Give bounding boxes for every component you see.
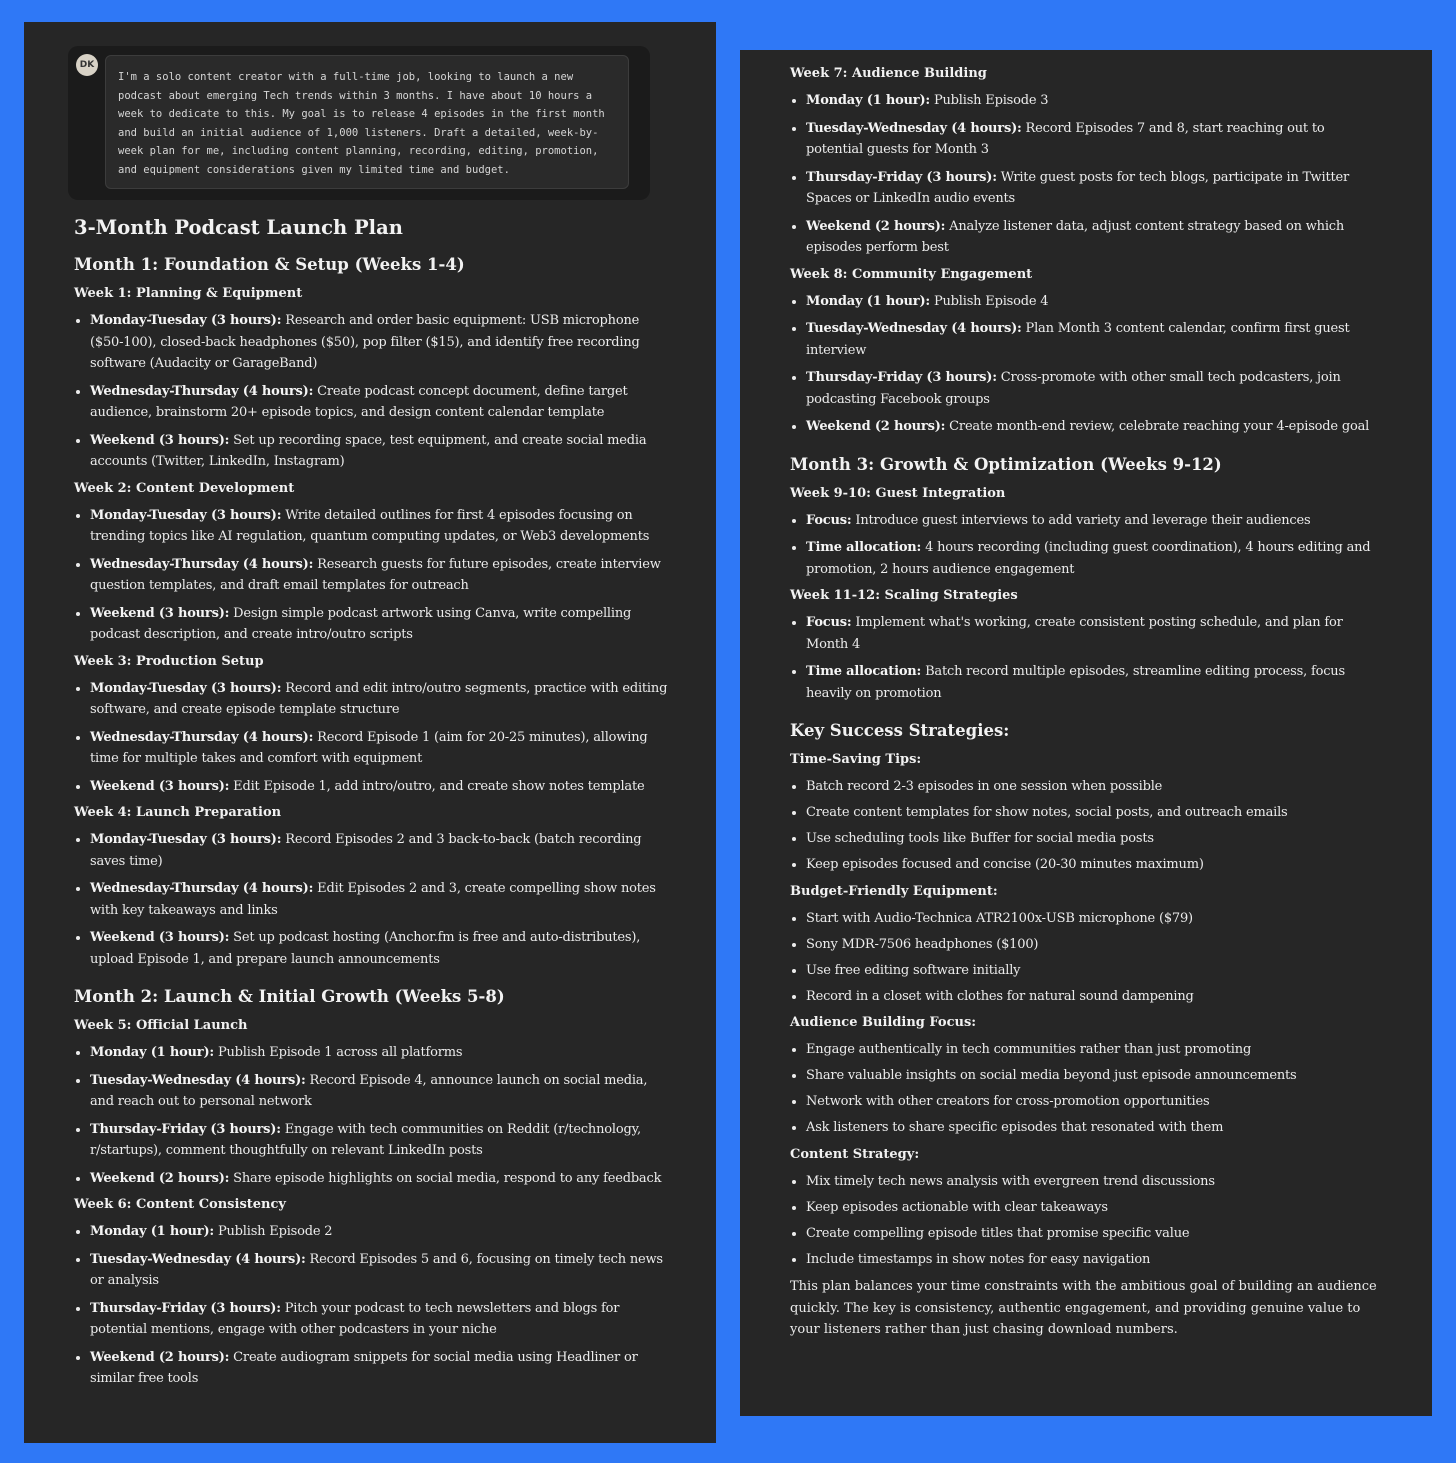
task-item: [806, 318, 1384, 361]
strategy-group-title: Audience Building Focus:: [790, 1015, 977, 1030]
week-title: Week 6: Content Consistency: [74, 1197, 286, 1212]
plan-title: 3-Month Podcast Launch Plan: [74, 216, 403, 239]
month-title: Month 1: Foundation & Setup (Weeks 1-4): [74, 255, 465, 274]
week-title: Week 3: Production Setup: [74, 653, 264, 669]
task-text: Publish Episode 4: [930, 293, 1049, 309]
strategy-item: • Record in a closet with clothes for natural sound dampening: [806, 986, 1384, 1008]
closing-paragraph: This plan balances your time constraints with the ambitious goal of building an audience quickly. The key is consistency, authentic engagement, and providing genuine value to your listeners rather than just chasing download numbers.: [790, 1279, 1377, 1337]
task-label: Wednesday-Thursday (4 hours):: [90, 729, 314, 745]
task-text: Batch record multiple episodes, streamline editing process, focus heavily on promotion: [806, 664, 1345, 701]
task-text: Record Episode 4, announce launch on social media, and reach out to personal network: [90, 1072, 648, 1109]
task-label: Tuesday-Wednesday (4 hours):: [806, 321, 1022, 336]
week-title: Week 2: Content Development: [74, 480, 295, 496]
task-item: [90, 1042, 668, 1064]
strategy-group-title: Content Strategy:: [790, 1146, 920, 1162]
task-list: [74, 678, 668, 798]
right-screenshot-panel: [740, 50, 1432, 1416]
task-item: [90, 381, 668, 424]
task-list: [790, 612, 1384, 704]
task-label: Monday (1 hour):: [806, 293, 931, 309]
task-text: 4 hours recording (including guest coordination), 4 hours editing and promotion, 2 hours audience engagement: [806, 540, 1371, 577]
week-title: Week 7: Audience Building: [790, 66, 987, 81]
task-label: Wednesday-Thursday (4 hours):: [90, 556, 314, 572]
week-title: Week 11-12: Scaling Strategies: [790, 588, 1018, 603]
task-text: Record Episodes 2 and 3 back-to-back (batch recording saves time): [90, 832, 642, 869]
task-text: Create audiogram snippets for social media using Headliner or similar free tools: [90, 1349, 638, 1386]
task-text: Publish Episode 3: [930, 93, 1049, 108]
strategy-item: • Keep episodes actionable with clear takeaways: [806, 1197, 1384, 1219]
task-text: Edit Episodes 2 and 3, create compelling show notes with key takeaways and links: [90, 881, 656, 918]
task-item: [90, 1221, 668, 1243]
task-label: Monday (1 hour):: [90, 1224, 215, 1239]
response-part-2: [790, 64, 1384, 1341]
task-list: [74, 505, 668, 646]
task-label: Thursday-Friday (3 hours):: [806, 370, 997, 385]
task-item: [90, 1168, 668, 1190]
task-item: [90, 1347, 668, 1390]
task-item: [90, 776, 668, 798]
task-text: Edit Episode 1, add intro/outro, and create show notes template: [229, 778, 645, 794]
task-text: Record Episodes 7 and 8, start reaching out to potential guests for Month 3: [806, 120, 1325, 157]
task-item: [806, 367, 1384, 410]
task-text: Publish Episode 1 across all platforms: [214, 1045, 463, 1060]
task-label: Weekend (3 hours):: [90, 778, 230, 794]
task-label: Weekend (3 hours):: [90, 432, 230, 448]
left-screenshot-panel: [24, 22, 716, 1443]
strategy-item: • Share valuable insights on social media beyond just episode announcements: [806, 1065, 1384, 1087]
week-title: Week 5: Official Launch: [74, 1018, 248, 1033]
strategies-title: Key Success Strategies:: [790, 721, 1010, 740]
task-text: Write guest posts for tech blogs, participate in Twitter Spaces or LinkedIn audio events: [806, 169, 1350, 206]
task-label: Focus:: [806, 615, 852, 630]
task-label: Time allocation:: [806, 664, 922, 679]
task-item: [90, 603, 668, 646]
task-label: Weekend (2 hours):: [90, 1170, 230, 1186]
strategy-list: [790, 908, 1384, 1008]
strategy-item: • Engage authentically in tech communities rather than just promoting: [806, 1039, 1384, 1061]
task-item: [90, 678, 668, 721]
task-text: Pitch your podcast to tech newsletters and blogs for potential mentions, engage with other podcasters in your niche: [90, 1300, 620, 1337]
task-item: [806, 216, 1384, 259]
task-item: [90, 310, 668, 375]
task-text: Create podcast concept document, define target audience, brainstorm 20+ episode topics, and design content calendar template: [90, 383, 628, 420]
task-label: Weekend (2 hours):: [806, 419, 946, 434]
task-item: [90, 878, 668, 921]
strategy-item: • Ask listeners to share specific episodes that resonated with them: [806, 1117, 1384, 1139]
task-text: Set up recording space, test equipment, and create social media accounts (Twitter, LinkedIn, Instagram): [90, 432, 647, 469]
task-label: Monday-Tuesday (3 hours):: [90, 832, 282, 847]
task-label: Monday-Tuesday (3 hours):: [90, 680, 282, 696]
task-label: Monday-Tuesday (3 hours):: [90, 507, 282, 523]
avatar: DK: [76, 54, 98, 76]
week-title: Week 9-10: Guest Integration: [790, 485, 1006, 501]
task-label: Thursday-Friday (3 hours):: [90, 1121, 281, 1137]
task-item: [806, 612, 1384, 655]
strategies-section: [790, 718, 1384, 1341]
strategy-group-title: Time-Saving Tips:: [790, 752, 922, 767]
task-text: Plan Month 3 content calendar, confirm first guest interview: [806, 321, 1350, 358]
task-list: [790, 90, 1384, 259]
strategy-item: • Include timestamps in show notes for easy navigation: [806, 1249, 1384, 1271]
task-label: Monday (1 hour):: [90, 1045, 215, 1060]
task-text: Analyze listener data, adjust content strategy based on which episodes perform best: [806, 218, 1345, 255]
task-item: [806, 167, 1384, 210]
task-label: Tuesday-Wednesday (4 hours):: [806, 120, 1022, 136]
task-list: [74, 1042, 668, 1189]
strategy-list: [790, 1039, 1384, 1139]
task-text: Share episode highlights on social media, respond to any feedback: [229, 1170, 662, 1186]
task-text: Design simple podcast artwork using Canva, write compelling podcast description, and create intro/outro scripts: [90, 605, 632, 642]
task-label: Tuesday-Wednesday (4 hours):: [90, 1072, 306, 1088]
month-1-section: [74, 252, 668, 970]
strategy-item: • Create content templates for show notes, social posts, and outreach emails: [806, 802, 1384, 824]
week-title: Week 1: Planning & Equipment: [74, 286, 303, 301]
task-list: [790, 510, 1384, 581]
task-label: Wednesday-Thursday (4 hours):: [90, 881, 314, 896]
task-list: [74, 310, 668, 473]
task-text: Research guests for future episodes, create interview question templates, and draft email templates for outreach: [90, 556, 661, 593]
task-text: Introduce guest interviews to add variety and leverage their audiences: [851, 512, 1311, 528]
task-list: [74, 1221, 668, 1390]
task-item: [90, 727, 668, 770]
task-item: [806, 510, 1384, 532]
task-item: [806, 537, 1384, 580]
strategy-item: • Mix timely tech news analysis with evergreen trend discussions: [806, 1171, 1384, 1193]
month-2-continued: [790, 64, 1384, 438]
task-text: Create month-end review, celebrate reaching your 4-episode goal: [945, 419, 1370, 434]
task-label: Monday-Tuesday (3 hours):: [90, 313, 282, 328]
task-item: [90, 505, 668, 548]
month-title: Month 3: Growth & Optimization (Weeks 9-12): [790, 454, 1222, 474]
task-item: [806, 90, 1384, 112]
month-title: Month 2: Launch & Initial Growth (Weeks 5-8): [74, 987, 505, 1006]
task-item: [90, 829, 668, 872]
strategy-item: • Create compelling episode titles that promise specific value: [806, 1223, 1384, 1245]
task-item: [90, 927, 668, 970]
task-text: Set up podcast hosting (Anchor.fm is free and auto-distributes), upload Episode 1, and prepare launch announcements: [90, 930, 641, 967]
task-label: Weekend (3 hours):: [90, 930, 230, 945]
task-item: [90, 1070, 668, 1113]
week-title: Week 8: Community Engagement: [790, 266, 1033, 282]
user-prompt-text: I'm a solo content creator with a full-time job, looking to launch a new podcast about emerging Tech trends within 3 months. I have about 10 hours a week to dedicate to this. My goal is to release 4 episodes in the first month and build an initial audience of 1,000 listeners. Draft a detailed, week-by-week plan for me, including content planning, recording, editing, promotion, and equipment considerations given my limited time and budget.: [105, 55, 629, 189]
task-label: Time allocation:: [806, 540, 922, 555]
month-2-section: [74, 984, 668, 1390]
task-item: [90, 1298, 668, 1341]
task-item: [806, 291, 1384, 313]
task-item: [806, 661, 1384, 704]
task-item: [90, 430, 668, 473]
task-text: Write detailed outlines for first 4 episodes focusing on trending topics like AI regulation, quantum computing updates, or Web3 developments: [90, 507, 650, 544]
strategy-item: • Keep episodes focused and concise (20-30 minutes maximum): [806, 854, 1384, 876]
task-item: [90, 1119, 668, 1162]
strategy-item: • Start with Audio-Technica ATR2100x-USB microphone ($79): [806, 908, 1384, 930]
task-item: [90, 554, 668, 597]
task-label: Focus:: [806, 512, 852, 528]
strategy-item: • Use free editing software initially: [806, 960, 1384, 982]
strategy-item: • Network with other creators for cross-promotion opportunities: [806, 1091, 1384, 1113]
task-text: Implement what's working, create consistent posting schedule, and plan for Month 4: [806, 615, 1343, 652]
month-3-section: [790, 452, 1384, 705]
task-label: Weekend (3 hours):: [90, 605, 230, 621]
task-label: Thursday-Friday (3 hours):: [90, 1300, 281, 1316]
response-part-1: [74, 214, 668, 1396]
task-label: Thursday-Friday (3 hours):: [806, 169, 997, 185]
task-item: [806, 416, 1384, 438]
task-text: Record Episodes 5 and 6, focusing on timely tech news or analysis: [90, 1251, 663, 1288]
strategy-group-title: Budget-Friendly Equipment:: [790, 883, 998, 899]
task-text: Record Episode 1 (aim for 20-25 minutes), allowing time for multiple takes and comfort with equipment: [90, 729, 648, 766]
task-list: [74, 829, 668, 970]
strategy-list: [790, 1171, 1384, 1271]
task-label: Monday (1 hour):: [806, 93, 931, 108]
user-message: [68, 46, 650, 200]
task-item: [806, 118, 1384, 161]
strategy-item: • Use scheduling tools like Buffer for social media posts: [806, 828, 1384, 850]
task-text: Publish Episode 2: [214, 1224, 333, 1239]
task-text: Record and edit intro/outro segments, practice with editing software, and create episode template structure: [90, 680, 668, 717]
task-text: Engage with tech communities on Reddit (r/technology, r/startups), comment thoughtfully on relevant LinkedIn posts: [90, 1121, 641, 1158]
strategy-item: • Sony MDR-7506 headphones ($100): [806, 934, 1384, 956]
task-text: Cross-promote with other small tech podcasters, join podcasting Facebook groups: [806, 370, 1341, 407]
task-text: Research and order basic equipment: USB microphone ($50-100), closed-back headphones ($50), pop filter ($15), and identify free recording software (Audacity or GarageBand): [90, 313, 640, 371]
week-title: Week 4: Launch Preparation: [74, 805, 282, 820]
task-label: Weekend (2 hours):: [806, 218, 946, 234]
task-label: Weekend (2 hours):: [90, 1349, 230, 1365]
strategy-list: [790, 776, 1384, 876]
task-label: Tuesday-Wednesday (4 hours):: [90, 1251, 306, 1267]
task-list: [790, 291, 1384, 438]
task-item: [90, 1249, 668, 1292]
strategy-item: • Batch record 2-3 episodes in one session when possible: [806, 776, 1384, 798]
task-label: Wednesday-Thursday (4 hours):: [90, 383, 314, 399]
